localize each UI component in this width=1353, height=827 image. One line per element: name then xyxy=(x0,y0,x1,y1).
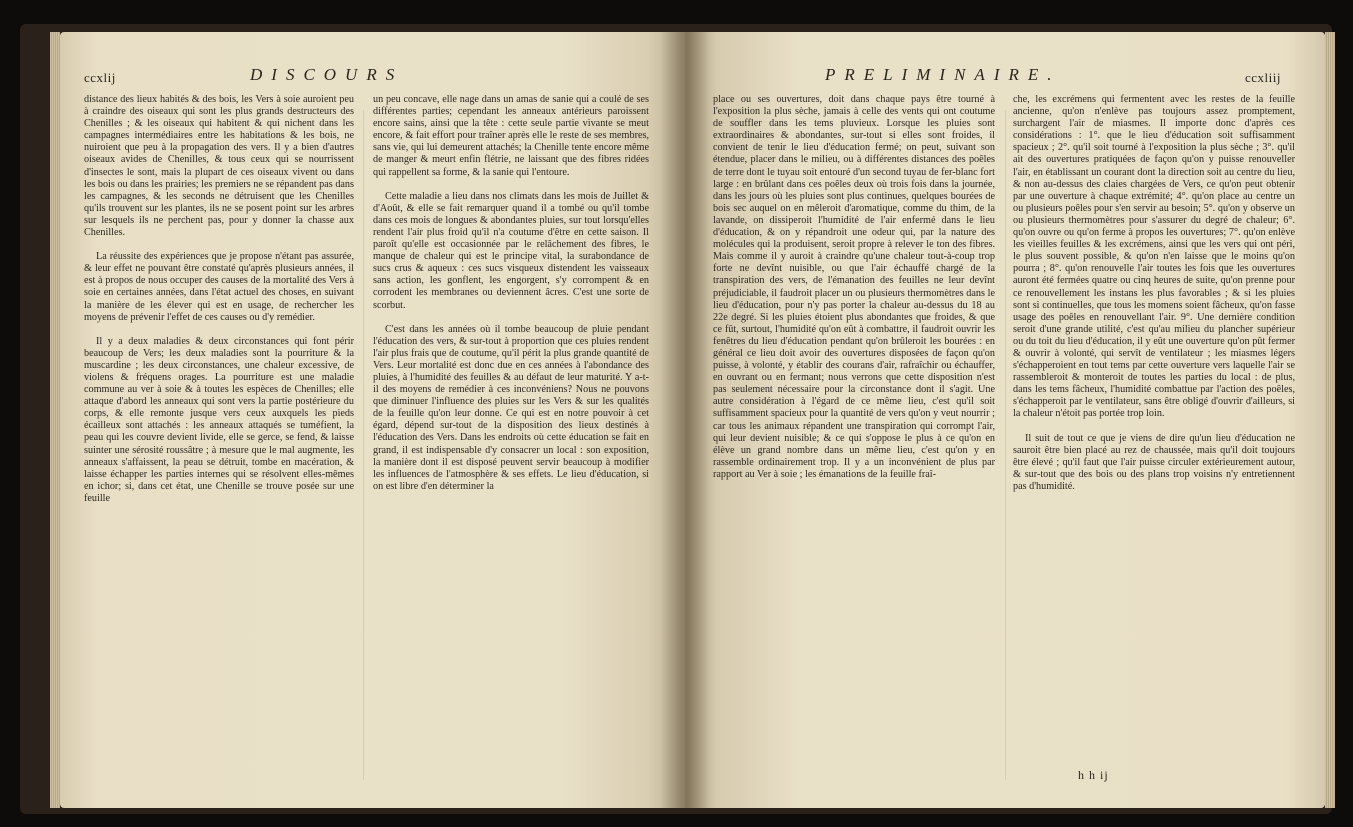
paragraph: che, les excrémens qui fermentent avec les restes de la feuille ancienne, qu'on n'enlève pas toujours assez promptement, surchargent l'air de miasmes. Il importe donc d'après ces considérations : 1°. que le lieu d'éducation soit suffisamment spacieux ; 2°. qu'il soit tourné à l'exposition la plus sèche ; 3°. qu'il ait des ouvertures pratiquées de façon qu'on y puisse renouveller l'air, en établissant un courant dont la direction soit au centre du lieu, & non au-dessus des claies chargées de Vers, ce qu'on peut obtenir par une ouverture à chaque extrémité; 4°. qu'on place au centre un ou plusieurs poêles pour s'en servir au besoin; 5°. qu'on y observe un ou plusieurs thermomètres pour s'assurer du degré de chaleur; 6°. qu'on ouvre ou qu'on ferme à propos les ouvertures; 7°. qu'on enlève les vieilles feuilles & les excrémens, ainsi que les vers qui ont péri, le plus souvent possible, & qu'on n'en laisse que le moins qu'on pourra ; 8°. qu'on renouvelle l'air toutes les fois que les ouvertures auront été fermées quatre ou cinq heures de suite, qu'on prenne pour ce renouvellement les instans les plus favorables ; & si les pluies sont si continuelles, que tous les momens soient fâcheux, qu'on fasse usage des poêles en renouvellant l'air. 9°. Une dernière condition seroit d'une grande utilité, c'est qu'au milieu du plancher supérieur ou du toit du lieu d'éducation, il y eût une ouverture qu'on pût fermer & ouvrir à volonté, qui servît de ventilateur ; les miasmes légers s'échapperoient en tout tems par cette ouverture vers laquelle l'air se rassembleroit & monteroit de toutes les parties du local : de plus, dans les tems fâcheux, l'humidité combattue par l'action des poêles, s'échapperoit par le ventilateur, sans être obligé d'ouvrir d'ailleurs, si la chaleur n'étoit pas portée trop loin. xyxy=(1013,94,1295,420)
paragraph: Cette maladie a lieu dans nos climats dans les mois de Juillet & d'Août, & elle se fait remarquer quand il a tombé ou qu'il tombe dans ces mois de longues & abondantes pluies, sur tout lorsqu'elles rendent l'air plus froid qu'il n'a coutume d'être en cette saison. Il paroît qu'elle est occasionnée par le relâchement des fibres, le manque de chaleur qui est le principe vital, la surabondance de sucs crus & aqueux : ces sucs visqueux distendent les vaisseaux sans action, les gonflent, les engorgent, s'y corrompent & en corrodent les membranes ou deviennent âcres. C'est une sorte de scorbut. xyxy=(373,190,649,311)
left-running-head: DISCOURS xyxy=(250,65,404,84)
left-column-2 xyxy=(373,94,649,493)
right-page xyxy=(685,32,1325,808)
right-folio: ccxliij xyxy=(1245,70,1281,85)
column-gutter xyxy=(363,110,364,780)
right-column-1 xyxy=(713,94,995,481)
left-page-edges xyxy=(50,32,60,808)
paragraph: place ou ses ouvertures, doit dans chaque pays être tourné à l'exposition la plus sèche, jamais à celle des vents qui ont coutume de souffler dans les tems pluvieux. Lorsque les pluies sont extraordinaires & abondantes, sur-tout si elles sont froides, il convient de tenir le lieu d'éducation fermé; on peut, suivant son étendue, placer dans le milieu, ou à différentes distances des poêles de terre dont le tuyau soit entouré d'un second tuyau de fer-blanc fort large : en brûlant dans ces poêles deux où trois fois dans la journée, dans les jours où les pluies sont plus continues, quelques bourées de bois sec auquel on en mêleroit d'aromatique, comme du thim, de la lavande, on dissiperoit l'humidité de l'air enfermé dans le lieu d'éducation, & on y répandroit une odeur qui, par la nature des molécules qui la produisent, seroit propre à relever le ton des fibres. Mais comme il y auroit à craindre qu'une chaleur tout-à-coup trop forte ne devînt nuisible, ou que l'air échauffé chargé de la transpiration des vers, de l'émanation des feuilles ne leur devînt préjudiciable, il faudroit placer un ou plusieurs thermomètres dans le lieu d'éducation, pour n'y pas porter la chaleur au-dessus du 18 au 22e degré. Si les pluies étoient plus abondantes que froides, & que ce fût, surtout, l'humidité qu'on eût à combattre, il faudroit ouvrir les fenêtres du lieu d'éducation pendant qu'on brûleroit les bourées : en général ce lieu doit avoir des ouvertures disposées de façon qu'on puisse, à volonté, y établir des courans d'air, rafraîchir ou échauffer, en ouvrant ou en fermant; nous verrons que cette disposition n'est pas seulement nécessaire pour la circonstance dont il s'agit. Une autre considération à l'égard de ce même lieu, c'est qu'il soit suffisamment spacieux pour la quantité de vers qu'on y veut nourrir ; car tous les animaux répandent une transpiration qui corrompt l'air, qui leur devient nuisible; & ce qui s'oppose le plus à ce qu'on en élève un grand nombre dans un même lieu, c'est qu'on y en rassemble ordinairement trop. Il y a un inconvénient de plus par rapport au Ver à soie ; les émanations de la feuille fraî- xyxy=(713,94,995,480)
paragraph: Il y a deux maladies & deux circonstances qui font périr beaucoup de Vers; les deux maladies sont la pourriture & la muscardine ; les deux circonstances, une chaleur excessive, de violens & fréquens orages. La pourriture est une maladie commune au ver à soie & à toutes les espèces de Chenilles; elle attaque d'abord les anneaux qui sont vers la partie postérieure du corps, & elle remonte jusque vers ceux auxquels les pieds écailleux sont attachés : les anneaux attaqués se tuméfient, la peau qui les couvre devient livide, elle se gerce, se fend, & laisse suinter une sérosité roussâtre ; à mesure que le mal augmente, les anneaux s'affaissent, la peau se détruit, tombe en macération, & laisse échapper les parties internes qui se résolvent elles-mêmes en ichor; si, dans cet état, une Chenille se trouve posée sur une feuille xyxy=(84,335,354,504)
paragraph: distance des lieux habités & des bois, les Vers à soie auroient peu à craindre des oiseaux qui sont les plus grands destructeurs des Chenilles ; & les oiseaux qui habitent & qui nichent dans les campagnes intermédiaires entre les habitations & les bois, ne nuiroient que peu à la propagation des vers. Il y a bien d'autres oiseaux avides de Chenilles, & tous ceux qui se nourrissent d'insectes le sont, mais la plupart de ces oiseaux vivent ou dans les bois ou dans les prairies; les premiers ne se répandent pas dans les campagnes, & les seconds ne détruisent que les Chenilles qu'ils trouvent sur les plantes, ils ne se posent point sur les arbres sur lesquels ils ne perchent pas, pour y donner la chasse aux Chenilles. xyxy=(84,94,354,239)
right-column-2 xyxy=(1013,94,1295,493)
open-book xyxy=(20,24,1332,814)
paragraph: un peu concave, elle nage dans un amas de sanie qui a coulé de ses différentes parties; cependant les anneaux antérieurs paroissent encore sains, ainsi que la tête : cette seule partie vivante se meut encore, & fait effort pour traîner après elle le reste de ses membres, sans vie, qui lui demeurent attachés; la Chenille tente encore même de manger & meurt enfin flétrie, ne laissant que des fibres ridées qui rappellent sa forme, & la sanie qui l'entoure. xyxy=(373,94,649,178)
left-page xyxy=(60,32,685,808)
signature-mark: h h ij xyxy=(1078,768,1109,782)
paragraph: La réussite des expériences que je propose n'étant pas assurée, & leur effet ne pouvant être constaté qu'après plusieurs années, il est à propos de nous occuper des causes de la mortalité des Vers à soie en certaines années, dans l'état actuel des choses, en suivant la manière de les élever qui est en usage, de rechercher les moyens de prévenir l'effet de ces causes ou d'y remédier. xyxy=(84,251,354,323)
right-page-edges xyxy=(1325,32,1335,808)
column-gutter xyxy=(1005,110,1006,780)
left-column-1 xyxy=(84,94,354,505)
right-running-head: PRELIMINAIRE. xyxy=(825,65,1061,84)
left-folio: ccxlij xyxy=(84,70,116,85)
paragraph: Il suit de tout ce que je viens de dire qu'un lieu d'éducation ne sauroit être bien placé au rez de chaussée, mais qu'il doit toujours être élevé ; qu'il faut que l'air puisse circuler extérieurement autour, & sur-tout que des bois ou des plans trop voisins n'y entretiennent pas d'humidité. xyxy=(1013,432,1295,492)
paragraph: C'est dans les années où il tombe beaucoup de pluie pendant l'éducation des vers, & sur-tout à proportion que ces pluies rendent l'air plus frais que de coutume, qu'il périt la plus grande quantité de Vers. Leur mortalité est donc due en ces années à l'abondance des pluies, à l'humidité des feuilles & au défaut de leur maturité. Y a-t-il des moyens de remédier à ces inconvéniens? Nous ne pouvons que diminuer l'influence des pluies sur les Vers & sur les qualités de la feuille qu'on leur donne. Ce qui est en notre pouvoir à cet égard, dépend sur-tout de la disposition des lieux destinés à l'éducation des Vers. Dans les endroits où cette éducation se fait en grand, il est indispensable d'y consacrer un local : son exposition, la manière dont il est disposé peuvent servir beaucoup à modifier les influences de l'atmosphère & ses effets. Le lieu d'éducation, si on est libre d'en déterminer la xyxy=(373,323,649,492)
